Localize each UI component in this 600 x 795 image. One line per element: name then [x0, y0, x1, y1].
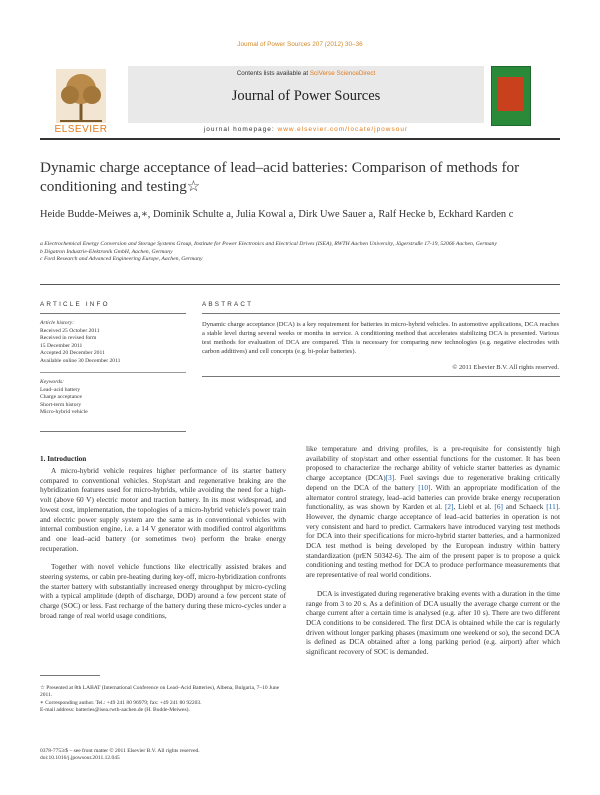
history-item: Received in revised form: [40, 335, 97, 341]
issn-line: 0378-7753/$ – see front matter © 2011 Elsevier B.V. All rights reserved.: [40, 748, 200, 754]
journal-citation[interactable]: Journal of Power Sources 207 (2012) 30–36: [237, 41, 363, 48]
page-footer: [40, 748, 290, 762]
keyword: Short-term history: [40, 401, 82, 408]
keyword: Charge acceptance: [40, 394, 82, 400]
abstract-rule: [202, 313, 560, 314]
publisher-name: ELSEVIER: [54, 124, 108, 135]
contents-prefix: Contents lists available at: [236, 70, 310, 77]
journal-homepage: [128, 126, 484, 133]
article-history: [40, 320, 186, 365]
paragraph: [306, 444, 560, 580]
keywords-rule: [40, 431, 186, 432]
section-heading-introduction: 1. Introduction: [40, 455, 87, 463]
reference-link[interactable]: [11]: [546, 502, 559, 512]
sciencedirect-link[interactable]: SciVerse ScienceDirect: [309, 70, 376, 77]
contents-line: [128, 70, 484, 77]
journal-cover-image: [491, 66, 531, 126]
text-run: like temperature and driving profiles, is a pre-requisite for consistently high availability of stop/start and other essential functions for the customer. It has been proposed to characterize the recharge ability of vehicle starter batteries as dynamic charge acceptance (DCA): [306, 444, 560, 483]
history-item: Received 25 October 2011: [40, 327, 100, 334]
history-label: Article history:: [40, 320, 75, 326]
footnotes: [40, 685, 290, 714]
abstract-heading: ABSTRACT: [202, 301, 254, 308]
affiliation-c: c Ford Research and Advanced Engineering Europe, Aachen, Germany: [40, 256, 203, 262]
history-rule: [40, 372, 186, 373]
keyword: Micro-hybrid vehicle: [40, 409, 88, 415]
cover-art: [498, 77, 524, 111]
footnote-email[interactable]: E-mail address: batteries@isea.rwth-aachen.de (H. Budde-Meiwes).: [40, 706, 190, 713]
history-item: Accepted 20 December 2011: [40, 350, 105, 356]
history-item: 15 December 2011: [40, 342, 83, 349]
homepage-prefix: journal homepage:: [203, 126, 278, 133]
article-info-rule: [40, 313, 186, 314]
header-rule: [40, 138, 560, 140]
reference-link[interactable]: [6]: [494, 502, 503, 512]
reference-link[interactable]: [3]: [385, 473, 395, 483]
keyword: Lead–acid battery: [40, 386, 81, 393]
abstract-bottom-rule: [202, 376, 560, 377]
paragraph: Together with novel vehicle functions like electrically assisted brakes and steering systems, or cabin pre-heating during key-off, micro-hybridization confronts the starter battery with substantially increased energy throughput by micro-cycling with a typical amplitude (depth of discharge, DOD) around a few percent state of charge (SOC) or less. Fast recharge of the battery during these micro-cycles under a broad range of real world usage conditions,: [40, 562, 286, 620]
footnote: ☆ Presented at 8th LABAT (International Conference on Lead–Acid Batteries), Albena, Bulgaria, 7–10 June 2011.: [40, 685, 280, 699]
copyright-notice: © 2011 Elsevier B.V. All rights reserved.: [452, 364, 559, 371]
body-column-right: [306, 444, 560, 657]
homepage-link[interactable]: www.elsevier.com/locate/jpowsour: [277, 126, 409, 133]
abstract-text: Dynamic charge acceptance (DCA) is a key requirement for batteries in micro-hybrid vehicles. In automotive applications, DCA reaches a stable level during several weeks or months in service. A conditioning method that accelerates stabilizing DCA is presented. Various test methods for evaluation of DCA are compared. This is necessary for comparing new technologies (e.g. negative electrodes with carbon additives) and cell concepts (e.g. bi-polar batteries).: [202, 321, 559, 355]
article-title: Dynamic charge acceptance of lead–acid batteries: Comparison of methods for conditioning and testing☆: [40, 159, 520, 195]
text-run: . However, the dynamic charge acceptance of lead–acid batteries in operation is not very consistent and hard to predict. Carmakers have introduced varying test methods for DCA into their specifications for micro-hybrid starter batteries, and a harmonized DCA test method is being developed by the European industry within battery standardization (prEN 50342-6). The aim of the present paper is to propose a quick conditioning and testing method for DCA to produce performance measurements that are representative of real world conditions.: [306, 502, 560, 580]
article-info-heading: ARTICLE INFO: [40, 301, 110, 308]
keywords: [40, 379, 186, 417]
text-run: . With an appropriate modification of the alternator control strategy, lead–acid batteries can provide brake energy recuperation functionality, as was shown by Karden et al.: [306, 482, 561, 512]
journal-title: Journal of Power Sources: [231, 88, 381, 104]
text-run: and Schaeck: [502, 502, 547, 512]
keywords-label: Keywords:: [40, 379, 65, 385]
footnote: ∗ Corresponding author. Tel.: +49 241 80 96979; fax: +49 241 80 92203.: [40, 699, 202, 706]
reference-link[interactable]: [2]: [444, 502, 454, 512]
doi-link[interactable]: doi:10.1016/j.jpowsour.2011.12.045: [40, 755, 120, 762]
author-list: Heide Budde-Meiwes a,∗, Dominik Schulte a, Julia Kowal a, Dirk Uwe Sauer a, Ralf Hecke b, Eckhard Karden c: [40, 209, 514, 220]
reference-link[interactable]: [10]: [418, 482, 431, 492]
affiliation-a: a Electrochemical Energy Conversion and Storage Systems Group, Institute for Power Electronics and Electrical Drives (ISEA), RWTH Aachen University, Jägerstraße 17-19, 52066 Aachen, Germany: [40, 241, 497, 247]
section-rule: [40, 284, 560, 285]
paragraph: A micro-hybrid vehicle requires higher performance of its starter battery compared to conventional vehicles. Stop/start and regenerative braking are the hybridization features used for micro-hybrids, while avoiding the need for a high-volt (above 60 V) electric motor and traction battery. In its most widespread, and lowest cost, implementation, the topologies of a micro-hybrid vehicle's power train and electric power supply system are the same as in conventional vehicles with internal combustion engine, i.e. a 14 V generator with modified control algorithms and one lead–acid battery (or sometimes two) perform the brake energy recuperation.: [40, 466, 286, 553]
affiliation-b: b Digatron Industrie-Elektronik GmbH, Aachen, Germany: [40, 248, 173, 255]
paragraph: DCA is investigated during regenerative braking events with a duration in the time range from 3 to 20 s. As a definition of DCA usually the average charge current or the charge current after a certain time is analysed (e.g. after 10 s). There are two different DCA conditions to be considered. The first DCA is obtained while the car is regularly driven without longer parking phases (maximum one weekend or so), the second DCA is defined as DCA obtained after a long parking period (e.g. airport) after which significant recovery of SOC is demanded.: [306, 588, 560, 657]
footnote-rule: [40, 675, 100, 676]
text-run: , Liebl et al.: [453, 502, 495, 512]
history-item: Available online 30 December 2011: [40, 357, 121, 364]
affiliations: [40, 241, 565, 264]
text-run: . Fuel savings due to regenerative braking critically depend on the DCA of the battery: [306, 473, 560, 492]
body-column-left: [40, 466, 286, 621]
